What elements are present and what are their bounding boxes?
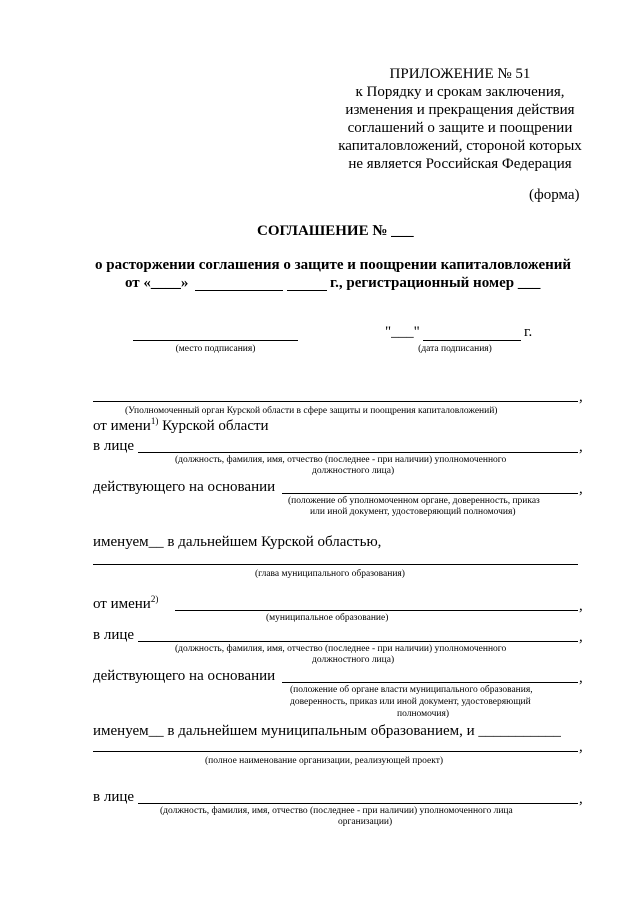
comma: , [579, 791, 583, 807]
official-caption: (должность, фамилия, имя, отчество (последнее - при наличии) уполномоченного [175, 455, 507, 465]
municipal-head-caption: (глава муниципального образования) [255, 569, 405, 579]
basis-caption: (положение об уполномоченном органе, доверенность, приказ [288, 496, 540, 506]
date-month-line [195, 290, 283, 291]
on-behalf-label: от имени$^{1)}$ Курской области [93, 416, 269, 434]
agreement-subtitle: о расторжении соглашения о защите и поощрении капиталовложений [95, 257, 572, 273]
appendix-line: не является Российская Федерация [348, 156, 572, 172]
comma: , [579, 481, 583, 497]
municipality-caption: (муниципальное образование) [266, 613, 389, 623]
signing-place-line[interactable] [133, 340, 298, 341]
basis-caption: доверенность, приказ или иной документ, удостоверяющий [290, 697, 531, 707]
official-line[interactable] [138, 641, 578, 642]
official-caption: должностного лица) [312, 655, 395, 665]
comma: , [579, 670, 583, 686]
organization-official-caption: организации) [338, 817, 393, 827]
registration-number: г., регистрационный номер ___ [330, 275, 541, 291]
appendix-line: соглашений о защите и поощрении [347, 120, 573, 136]
appendix-line: изменения и прекращения действия [345, 102, 575, 118]
authority-caption: (Уполномоченный орган Курской области в сфере защиты и поощрения капиталовложений) [125, 406, 498, 416]
signing-date-year: г. [524, 324, 533, 340]
basis-caption: или иной документ, удостоверяющий полномочия) [310, 507, 516, 517]
signing-place-caption: (место подписания) [175, 344, 256, 354]
comma: , [579, 439, 583, 455]
signing-date-day: "___" [385, 324, 420, 340]
represented-by-label: в лице [93, 627, 135, 643]
municipal-head-line[interactable] [93, 564, 578, 565]
comma: , [579, 629, 583, 645]
represented-by-label: в лице [93, 789, 135, 805]
official-caption: (должность, фамилия, имя, отчество (последнее - при наличии) уполномоченного [175, 644, 507, 654]
organization-official-line[interactable] [138, 803, 578, 804]
agreement-title: СОГЛАШЕНИЕ № ___ [257, 223, 414, 239]
comma: , [579, 739, 583, 755]
organization-caption: (полное наименование организации, реализующей проект) [205, 756, 444, 766]
basis-caption: (положение об органе власти муниципального образования, [290, 685, 533, 695]
acting-on-basis-label: действующего на основании [93, 479, 276, 495]
represented-by-label: в лице [93, 438, 135, 454]
named-kursk-region: именуем__ в дальнейшем Курской областью, [93, 534, 382, 550]
comma: , [579, 598, 583, 614]
acting-on-basis-label: действующего на основании [93, 668, 276, 684]
appendix-line: к Порядку и срокам заключения, [355, 84, 565, 100]
date-year-line [287, 290, 327, 291]
agreement-date-from: от «____» [125, 275, 189, 291]
organization-line[interactable] [93, 751, 578, 752]
municipality-line[interactable] [175, 610, 578, 611]
official-caption: должностного лица) [312, 466, 395, 476]
authority-line[interactable] [93, 401, 578, 402]
organization-official-caption: (должность, фамилия, имя, отчество (последнее - при наличии) уполномоченного лица [160, 806, 513, 816]
form-label: (форма) [529, 187, 580, 203]
named-municipality: именуем__ в дальнейшем муниципальным образованием, и ___________ [93, 723, 561, 739]
basis-caption: полномочия) [397, 709, 450, 719]
appendix-line: капиталовложений, стороной которых [338, 138, 582, 154]
official-line[interactable] [138, 452, 578, 453]
on-behalf-label: от имени$^{2)}$ [93, 594, 159, 612]
signing-date-line[interactable] [423, 340, 521, 341]
comma: , [579, 389, 583, 405]
appendix-number: ПРИЛОЖЕНИЕ № 51 [389, 66, 531, 82]
basis-line[interactable] [282, 682, 578, 683]
basis-line[interactable] [282, 493, 578, 494]
signing-date-caption: (дата подписания) [418, 344, 492, 354]
